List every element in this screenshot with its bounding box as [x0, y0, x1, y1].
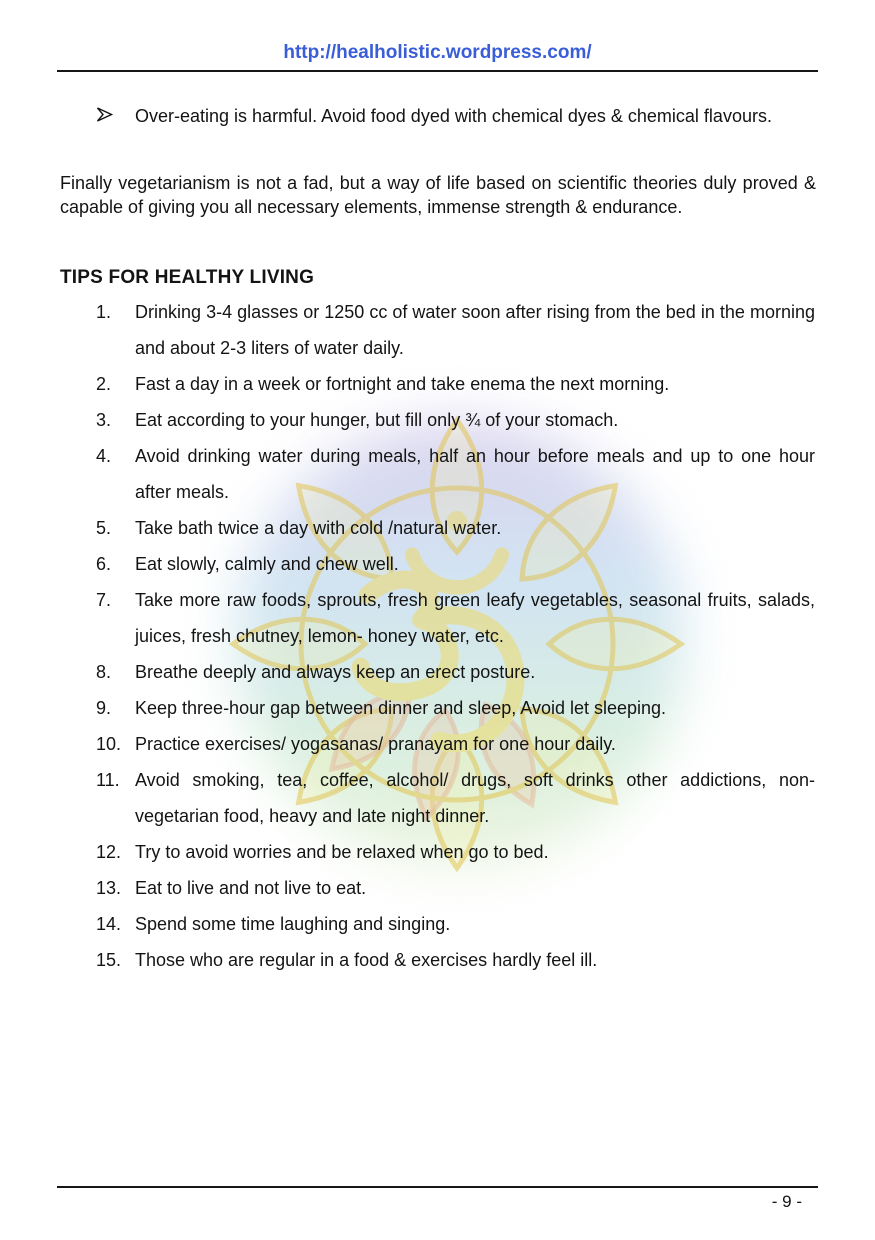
tip-item: [96, 402, 815, 438]
header-rule: [57, 70, 818, 72]
tip-text: Try to avoid worries and be relaxed when go to bed.: [135, 842, 549, 862]
tip-item: [96, 762, 815, 834]
tip-text: Breathe deeply and always keep an erect posture.: [135, 662, 536, 682]
tip-text: Keep three-hour gap between dinner and sleep, Avoid let sleeping.: [135, 698, 667, 718]
tip-item: [96, 438, 815, 510]
tip-item: [96, 510, 815, 546]
header-url-link[interactable]: http://healholistic.wordpress.com/: [283, 42, 592, 63]
tip-number: 11.: [96, 770, 120, 790]
tip-text: Fast a day in a week or fortnight and take enema the next morning.: [135, 374, 670, 394]
tip-number: 1.: [96, 302, 112, 322]
tip-number: 4.: [96, 446, 112, 466]
tips-list: [96, 294, 815, 978]
footer-rule: [57, 1186, 818, 1188]
intro-paragraph: Finally vegetarianism is not a fad, but a way of life based on scientific theories duly proved & capable of giving you all necessary elements, immense strength & endurance.: [60, 173, 816, 217]
tip-item: [96, 546, 815, 582]
tip-text: Take bath twice a day with cold /natural water.: [135, 518, 502, 538]
tip-text: Avoid smoking, tea, coffee, alcohol/ drugs, soft drinks other addictions, non-vegetarian food, heavy and late night dinner.: [135, 770, 815, 826]
tip-number: 8.: [96, 662, 112, 682]
tip-number: 15.: [96, 950, 122, 970]
tip-number: 5.: [96, 518, 112, 538]
tip-number: 2.: [96, 374, 112, 394]
tip-number: 13.: [96, 878, 122, 898]
tip-number: 10.: [96, 734, 122, 754]
tip-number: 7.: [96, 590, 112, 610]
tip-text: Eat slowly, calmly and chew well.: [135, 554, 399, 574]
arrow-bullet-icon: [95, 94, 135, 138]
tip-number: 9.: [96, 698, 112, 718]
tip-item: [96, 582, 815, 654]
tip-item: [96, 726, 815, 762]
tip-item: [96, 942, 815, 978]
tip-item: [96, 294, 815, 366]
tip-text: Spend some time laughing and singing.: [135, 914, 451, 934]
tip-text: Eat according to your hunger, but fill only ¾ of your stomach.: [135, 410, 619, 430]
tip-item: [96, 834, 815, 870]
tip-text: Practice exercises/ yogasanas/ pranayam for one hour daily.: [135, 734, 616, 754]
bullet-item: [95, 94, 815, 138]
header-url[interactable]: [57, 42, 818, 64]
tip-text: Avoid drinking water during meals, half an hour before meals and up to one hour after meals.: [135, 446, 815, 502]
tip-item: [96, 654, 815, 690]
tip-text: Those who are regular in a food & exercises hardly feel ill.: [135, 950, 598, 970]
bullet-text: Over-eating is harmful. Avoid food dyed with chemical dyes & chemical flavours.: [135, 106, 772, 126]
tip-number: 3.: [96, 410, 112, 430]
tip-number: 12.: [96, 842, 122, 862]
tip-item: [96, 906, 815, 942]
tip-text: Eat to live and not live to eat.: [135, 878, 367, 898]
tip-item: [96, 690, 815, 726]
tip-text: Take more raw foods, sprouts, fresh green leafy vegetables, seasonal fruits, salads, juices, fresh chutney, lemon- honey water, etc.: [135, 590, 815, 646]
tip-number: 14.: [96, 914, 122, 934]
tip-text: Drinking 3-4 glasses or 1250 cc of water soon after rising from the bed in the morning and about 2-3 liters of water daily.: [135, 302, 815, 358]
tip-number: 6.: [96, 554, 112, 574]
tip-item: [96, 870, 815, 906]
page-number: - 9 -: [771, 1192, 802, 1211]
section-heading: TIPS FOR HEALTHY LIVING: [60, 267, 315, 288]
tip-item: [96, 366, 815, 402]
